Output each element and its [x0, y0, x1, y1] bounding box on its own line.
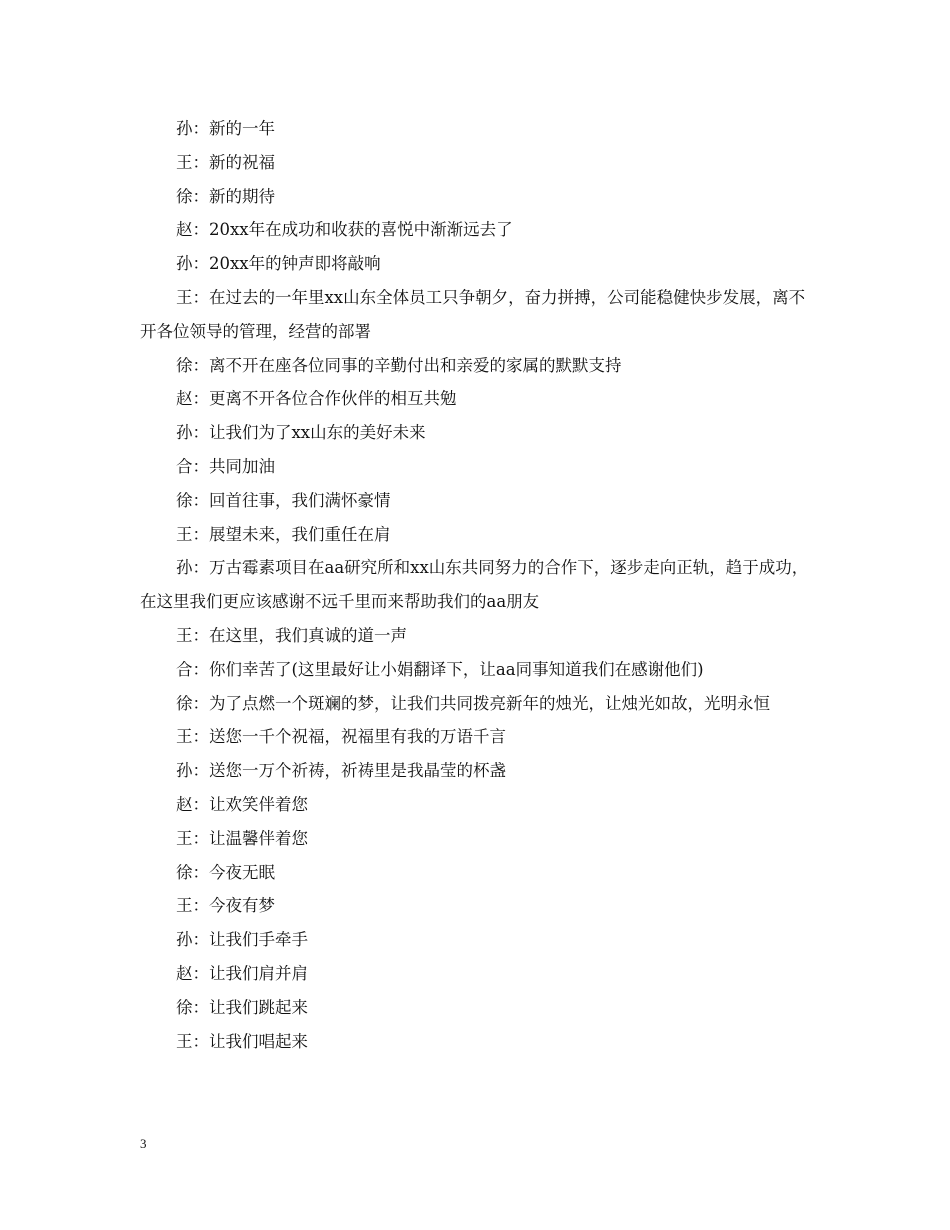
dialogue-line: 孙：20xx年的钟声即将敲响: [176, 254, 381, 274]
dialogue-line: 徐：新的期待: [176, 186, 275, 206]
dialogue-line: 赵：更离不开各位合作伙伴的相互共勉: [176, 389, 457, 409]
dialogue-line: 王：让我们唱起来: [176, 1031, 308, 1051]
dialogue-line: 王：送您一千个祝福，祝福里有我的万语千言: [176, 727, 506, 747]
dialogue-line: 孙：送您一万个祈祷，祈祷里是我晶莹的杯盏: [176, 761, 506, 781]
dialogue-line: 孙：让我们手牵手: [176, 930, 308, 950]
dialogue-line: 合：共同加油: [176, 456, 275, 476]
dialogue-line: 王：在过去的一年里xx山东全体员工只争朝夕，奋力拼搏，公司能稳健快步发展，离不开各位领导的管理，经营的部署: [140, 287, 806, 341]
dialogue-line: 徐：为了点燃一个斑斓的梦，让我们共同拨亮新年的烛光，让烛光如故，光明永恒: [176, 693, 770, 713]
document-body: [140, 112, 820, 1058]
dialogue-line: 徐：让我们跳起来: [176, 997, 308, 1017]
dialogue-line: 王：新的祝福: [176, 152, 275, 172]
dialogue-line: 徐：离不开在座各位同事的辛勤付出和亲爱的家属的默默支持: [176, 355, 622, 375]
dialogue-line: 赵：让我们肩并肩: [176, 963, 308, 983]
dialogue-line: 赵：让欢笑伴着您: [176, 794, 308, 814]
dialogue-line: 徐：今夜无眠: [176, 862, 275, 882]
dialogue-line: 孙：新的一年: [176, 119, 275, 138]
dialogue-line: 合：你们幸苦了(这里最好让小娟翻译下，让aa同事知道我们在感谢他们): [176, 659, 704, 679]
page-number: 3: [140, 1136, 147, 1151]
dialogue-line: 徐：回首往事，我们满怀豪情: [176, 490, 391, 510]
dialogue-line: 王：在这里，我们真诚的道一声: [176, 625, 407, 645]
dialogue-line: 孙：万古霉素项目在aa研究所和xx山东共同努力的合作下，逐步走向正轨，趋于成功，在这里我们更应该感谢不远千里而来帮助我们的aa朋友: [140, 558, 809, 612]
dialogue-line: 王：展望未来，我们重任在肩: [176, 524, 391, 544]
dialogue-line: 王：今夜有梦: [176, 896, 275, 916]
dialogue-line: 王：让温馨伴着您: [176, 828, 308, 848]
dialogue-line: 赵：20xx年在成功和收获的喜悦中渐渐远去了: [176, 220, 513, 240]
dialogue-line: 孙：让我们为了xx山东的美好未来: [176, 423, 426, 443]
